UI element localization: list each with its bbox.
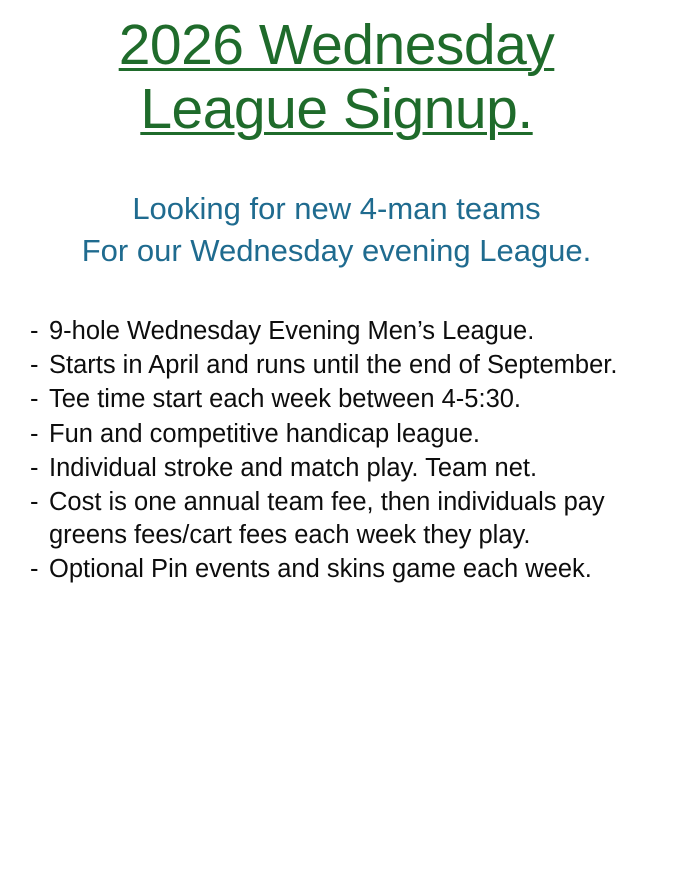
bullet-dash-icon: - [30, 317, 39, 346]
flyer-subtitle [14, 188, 659, 274]
list-item-text: Cost is one annual team fee, then individuals pay greens fees/cart fees each week they play. [49, 487, 605, 550]
list-item-text: Tee time start each week between 4-5:30. [49, 385, 522, 414]
list-item [30, 383, 653, 416]
subtitle-line-1: Looking for new 4-man teams [132, 190, 541, 226]
list-item [30, 418, 653, 451]
title-line-1: 2026 Wednesday [118, 13, 555, 77]
bullet-dash-icon: - [30, 453, 39, 482]
list-item [30, 486, 653, 552]
list-item-text: Individual stroke and match play. Team net. [49, 453, 538, 482]
list-item-text: Fun and competitive handicap league. [49, 419, 480, 448]
list-item [30, 553, 653, 586]
list-item-text: Optional Pin events and skins game each week. [49, 555, 592, 584]
list-item [30, 452, 653, 485]
list-item [30, 315, 653, 348]
title-line-2: League Signup. [140, 76, 533, 141]
bullet-dash-icon: - [30, 419, 39, 448]
subtitle-line-2: For our Wednesday evening League. [81, 233, 592, 269]
list-item-text: 9-hole Wednesday Evening Men’s League. [49, 317, 535, 346]
list-item-text: Starts in April and runs until the end of September. [49, 351, 618, 380]
flyer-details-list [14, 315, 659, 586]
bullet-dash-icon: - [30, 385, 39, 414]
bullet-dash-icon: - [30, 487, 39, 516]
flyer-title [14, 14, 659, 142]
bullet-dash-icon: - [30, 351, 39, 380]
bullet-dash-icon: - [30, 555, 39, 584]
list-item [30, 349, 653, 382]
